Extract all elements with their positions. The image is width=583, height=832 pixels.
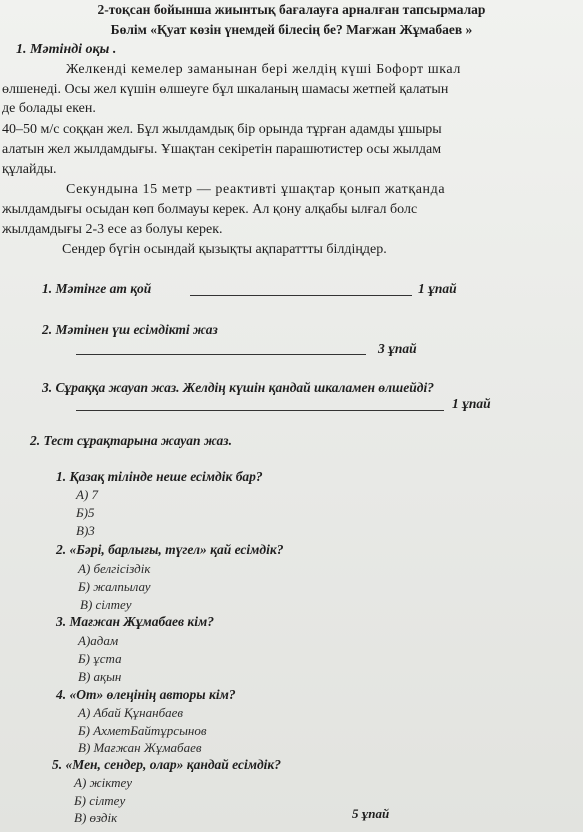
text-line: құлайды. xyxy=(2,162,57,177)
task-3-question: 3. Сұраққа жауап жаз. Желдің күшін қандай шкаламен өлшейді? xyxy=(42,380,434,395)
text-line: 40–50 м/с соққан жел. Бұл жылдамдық бір орында тұрған адамды ұшыры xyxy=(2,122,442,137)
task-1-answer-line[interactable] xyxy=(190,295,412,296)
task-2-question: 2. Мәтінен үш есімдікті жаз xyxy=(42,322,218,337)
text-line: Желкенді кемелер заманынан бері желдің күші Бофорт шкал xyxy=(66,62,461,77)
task-3-answer-line[interactable] xyxy=(76,410,444,411)
test-option[interactable]: В) Мағжан Жұмабаев xyxy=(78,740,202,755)
test-option[interactable]: В) өздік xyxy=(74,810,118,825)
text-line: жылдамдығы осыдан көп болмауы керек. Ал қону алқабы ылғал болс xyxy=(2,202,418,217)
test-option[interactable]: А) белгісіздік xyxy=(78,561,151,576)
test-option[interactable]: Б) жалпылау xyxy=(78,579,151,594)
header-title: 2-тоқсан бойынша жиынтық бағалауға арналған тапсырмалар xyxy=(97,2,486,17)
test-option[interactable]: А)адам xyxy=(78,633,119,648)
test-question-2: 2. «Бәрі, барлығы, түгел» қай есімдік? xyxy=(56,542,284,557)
test-option[interactable]: Б) АхметБайтұрсынов xyxy=(78,723,207,738)
test-option[interactable]: А) 7 xyxy=(76,487,99,502)
task-2-answer-line[interactable] xyxy=(76,354,366,355)
text-line: де болады екен. xyxy=(2,101,96,116)
section1-title: 1. Мәтінді оқы . xyxy=(16,42,117,57)
text-line: Секундына 15 метр — реактивті ұшақтар қонып жатқанда xyxy=(66,182,446,197)
test-question-5: 5. «Мен, сендер, олар» қандай есімдік? xyxy=(52,757,282,772)
task-1-points: 1 ұпай xyxy=(418,281,457,296)
test-option[interactable]: Б) ұста xyxy=(78,651,122,666)
test-question-4: 4. «От» өлеңінің авторы кім? xyxy=(56,687,236,702)
text-line: өлшенеді. Осы жел күшін өлшеуге бұл шкаланың шамасы жетпей қалатын xyxy=(2,82,449,97)
test-question-1: 1. Қазақ тілінде неше есімдік бар? xyxy=(56,469,263,484)
task-3-points: 1 ұпай xyxy=(452,396,491,411)
text-line: алатын жел жылдамдығы. Ұшақтан секіретін парашютистер осы жылдам xyxy=(2,142,442,157)
section2-title: 2. Тест сұрақтарына жауап жаз. xyxy=(30,433,232,448)
task-2-points: 3 ұпай xyxy=(378,341,417,356)
test-option[interactable]: Б) сілтеу xyxy=(74,793,126,808)
text-line: Сендер бүгін осындай қызықты ақпараттты білдіңдер. xyxy=(62,242,387,257)
test-option[interactable]: А) жіктеу xyxy=(74,775,133,790)
test-option[interactable]: В) сілтеу xyxy=(80,597,132,612)
test-total-points: 5 ұпай xyxy=(352,806,390,821)
text-line: жылдамдығы 2-3 есе аз болуы керек. xyxy=(2,222,223,237)
header-subtitle: Бөлім «Қуат көзін үнемдей білесің бе? Мағжан Жұмабаев » xyxy=(110,22,473,37)
test-option[interactable]: А) Абай Құнанбаев xyxy=(78,705,184,720)
test-option[interactable]: В)3 xyxy=(76,523,95,538)
task-1-question: 1. Мәтінге ат қой xyxy=(42,281,152,296)
test-option[interactable]: В) ақын xyxy=(78,669,122,684)
test-option[interactable]: Б)5 xyxy=(76,505,95,520)
test-question-3: 3. Мағжан Жұмабаев кім? xyxy=(56,614,214,629)
